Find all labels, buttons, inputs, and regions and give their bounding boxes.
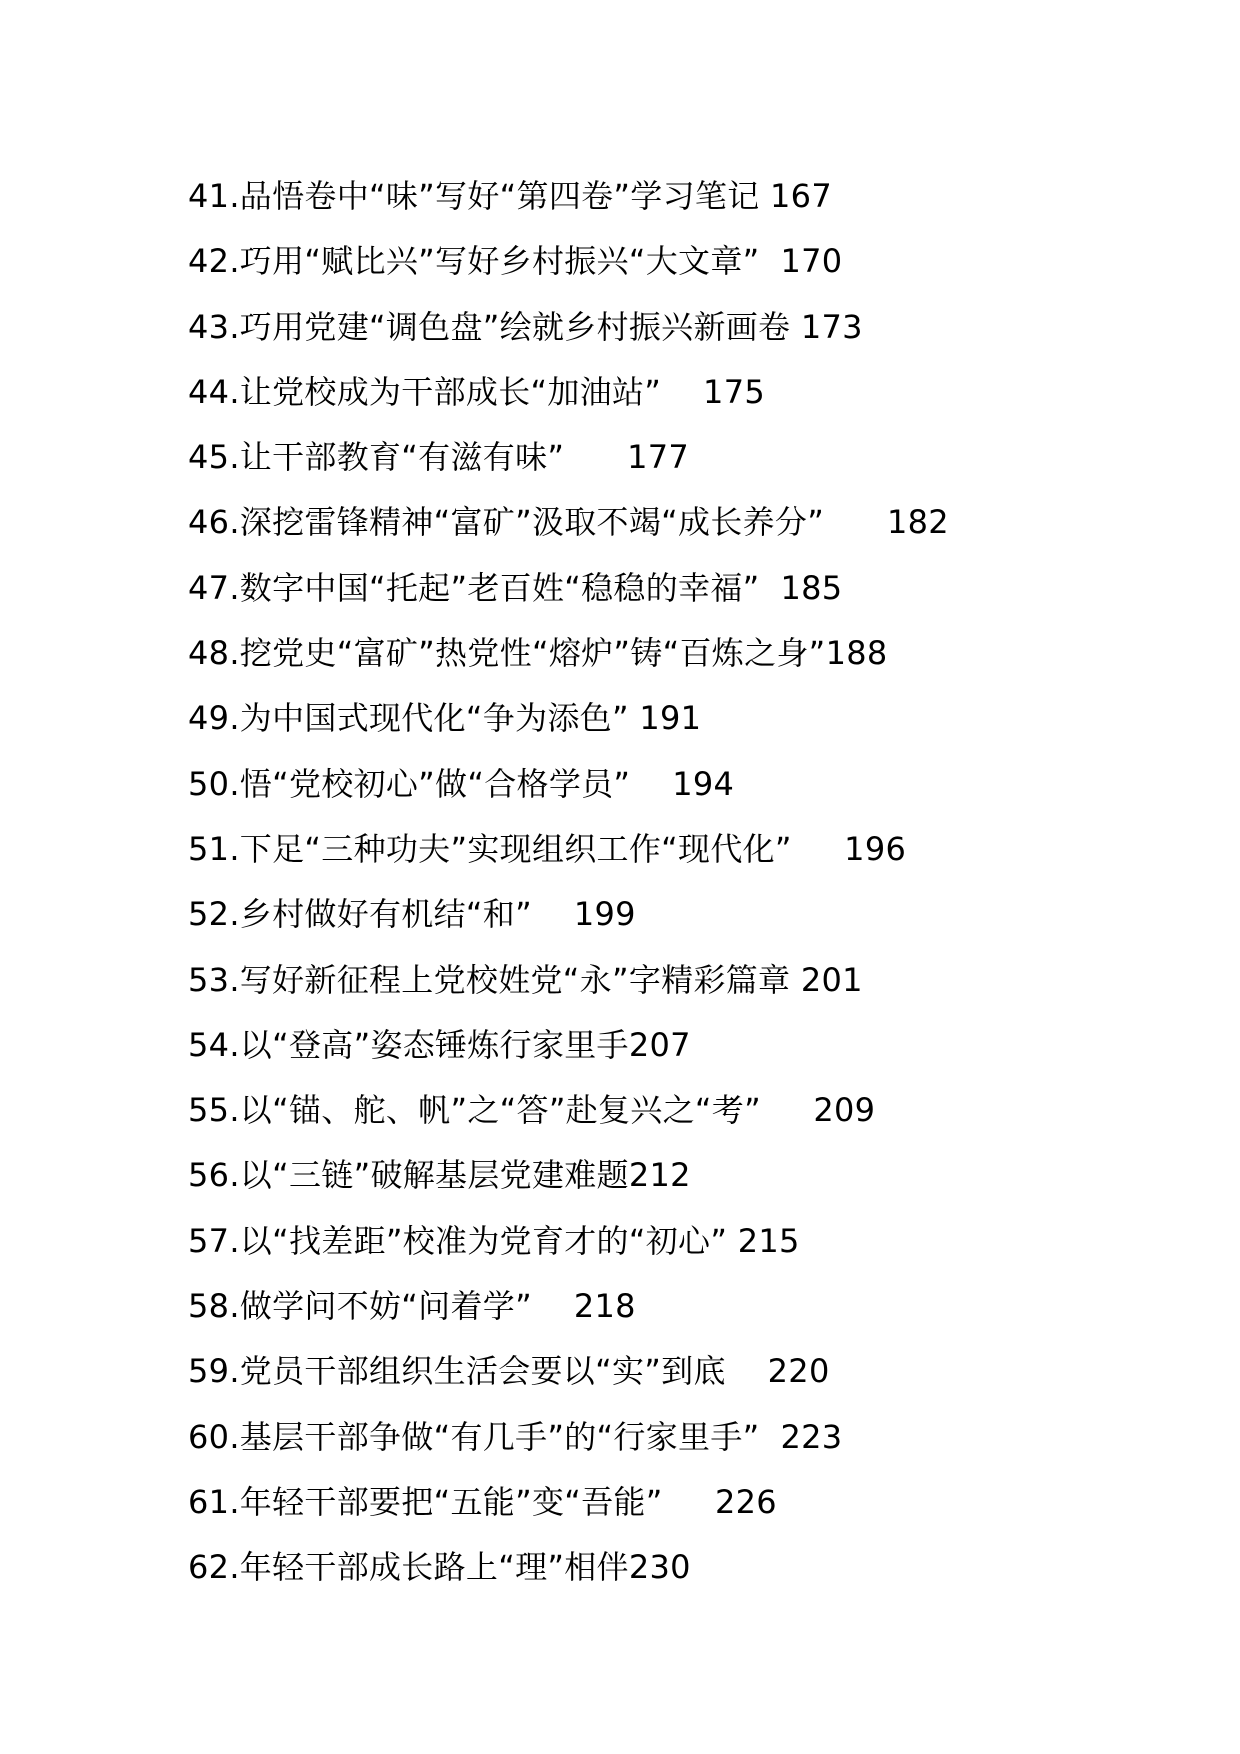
toc-entry-page: 182: [886, 503, 949, 542]
toc-entry: [188, 625, 949, 690]
toc-entry-gap: [761, 1091, 813, 1129]
toc-entry: [188, 1213, 949, 1278]
toc-entry-title: 51.下足“三种功夫”实现组织工作“现代化”: [188, 829, 792, 868]
toc-entry: [188, 821, 949, 886]
toc-entry-page: 215: [737, 1221, 800, 1260]
table-of-contents: [188, 168, 949, 1605]
toc-entry: [188, 1539, 949, 1604]
toc-entry: [188, 1278, 949, 1343]
toc-entry: [188, 1147, 949, 1212]
toc-entry: [188, 952, 949, 1017]
toc-entry-gap: [760, 242, 781, 280]
toc-entry: [188, 168, 949, 233]
toc-entry-page: 173: [800, 307, 863, 346]
toc-entry: [188, 1474, 949, 1539]
toc-entry: [188, 299, 949, 364]
toc-entry-title: 58.做学问不妨“问着学”: [188, 1287, 532, 1326]
toc-entry-title: 53.写好新征程上党校姓党“永”字精彩篇章: [188, 960, 791, 999]
toc-entry-page: 170: [780, 242, 843, 281]
toc-entry-gap: [564, 438, 627, 476]
toc-entry-gap: [663, 1483, 715, 1521]
toc-entry-gap: [760, 569, 781, 607]
toc-entry: [188, 886, 949, 951]
toc-entry-page: 209: [813, 1091, 876, 1130]
toc-entry-page: 223: [780, 1417, 843, 1456]
toc-entry-title: 62.年轻干部成长路上“理”相伴: [188, 1548, 629, 1587]
toc-entry-page: 199: [573, 895, 636, 934]
toc-entry-title: 55.以“锚、舵、帆”之“答”赴复兴之“考”: [188, 1091, 761, 1130]
toc-entry-title: 50.悟“党校初心”做“合格学员”: [188, 764, 631, 803]
toc-entry-title: 43.巧用党建“调色盘”绘就乡村振兴新画卷: [188, 307, 791, 346]
toc-entry-title: 42.巧用“赋比兴”写好乡村振兴“大文章”: [188, 242, 760, 281]
toc-entry-page: 201: [800, 960, 863, 999]
toc-entry-title: 41.品悟卷中“味”写好“第四卷”学习笔记: [188, 177, 760, 215]
toc-entry-gap: [760, 1418, 781, 1456]
toc-entry-title: 48.挖党史“富矿”热党性“熔炉”铸“百炼之身”: [188, 634, 826, 673]
toc-entry-page: 218: [573, 1287, 636, 1326]
toc-entry-gap: [532, 1287, 574, 1325]
toc-entry-title: 45.让干部教育“有滋有味”: [188, 438, 565, 477]
toc-entry-title: 60.基层干部争做“有几手”的“行家里手”: [188, 1417, 760, 1456]
toc-entry-page: 207: [628, 1025, 691, 1064]
toc-entry-title: 47.数字中国“托起”老百姓“稳稳的幸福”: [188, 568, 760, 607]
toc-entry-page: 212: [628, 1156, 691, 1195]
toc-entry-gap: [532, 895, 574, 933]
toc-entry: [188, 1343, 949, 1408]
toc-entry: [188, 1082, 949, 1147]
toc-entry-gap: [792, 830, 844, 868]
toc-entry-title: 57.以“找差距”校准为党育才的“初心”: [188, 1221, 728, 1260]
toc-entry-title: 56.以“三链”破解基层党建难题: [188, 1156, 629, 1195]
toc-entry-gap: [726, 1352, 768, 1390]
toc-entry-title: 44.让党校成为干部成长“加油站”: [188, 372, 662, 411]
toc-entry-gap: [824, 503, 887, 541]
toc-entry-title: 49.为中国式现代化“争为添色”: [188, 699, 629, 738]
toc-entry: [188, 560, 949, 625]
toc-entry-title: 46.深挖雷锋精神“富矿”汲取不竭“成长养分”: [188, 503, 825, 542]
toc-entry-gap: [727, 1222, 737, 1260]
toc-entry: [188, 756, 949, 821]
toc-entry-page: 167: [770, 177, 832, 215]
toc-entry-gap: [790, 308, 800, 346]
toc-entry-page: 188: [825, 634, 888, 673]
toc-entry-gap: [630, 765, 672, 803]
toc-entry: [188, 1409, 949, 1474]
toc-entry-page: 220: [767, 1352, 830, 1391]
toc-entry-title: 54.以“登高”姿态锤炼行家里手: [188, 1025, 629, 1064]
toc-entry-title: 59.党员干部组织生活会要以“实”到底: [188, 1352, 726, 1391]
toc-entry: [188, 429, 949, 494]
toc-entry: [188, 494, 949, 559]
toc-entry: [188, 364, 949, 429]
toc-entry-gap: [629, 699, 639, 737]
toc-entry-gap: [790, 961, 800, 999]
toc-entry-page: 177: [627, 438, 690, 477]
toc-entry-page: 196: [844, 829, 907, 868]
toc-entry-gap: [760, 177, 770, 215]
toc-entry-page: 191: [639, 699, 702, 738]
toc-entry-page: 226: [714, 1482, 777, 1521]
toc-entry: [188, 1017, 949, 1082]
toc-entry-title: 61.年轻干部要把“五能”变“吾能”: [188, 1482, 663, 1521]
toc-entry-page: 175: [703, 372, 766, 411]
toc-entry-title: 52.乡村做好有机结“和”: [188, 895, 532, 934]
toc-entry-page: 185: [780, 568, 843, 607]
toc-entry-gap: [661, 373, 703, 411]
toc-entry-page: 230: [628, 1548, 691, 1587]
toc-entry-page: 194: [672, 764, 735, 803]
toc-entry: [188, 233, 949, 298]
toc-entry: [188, 690, 949, 755]
